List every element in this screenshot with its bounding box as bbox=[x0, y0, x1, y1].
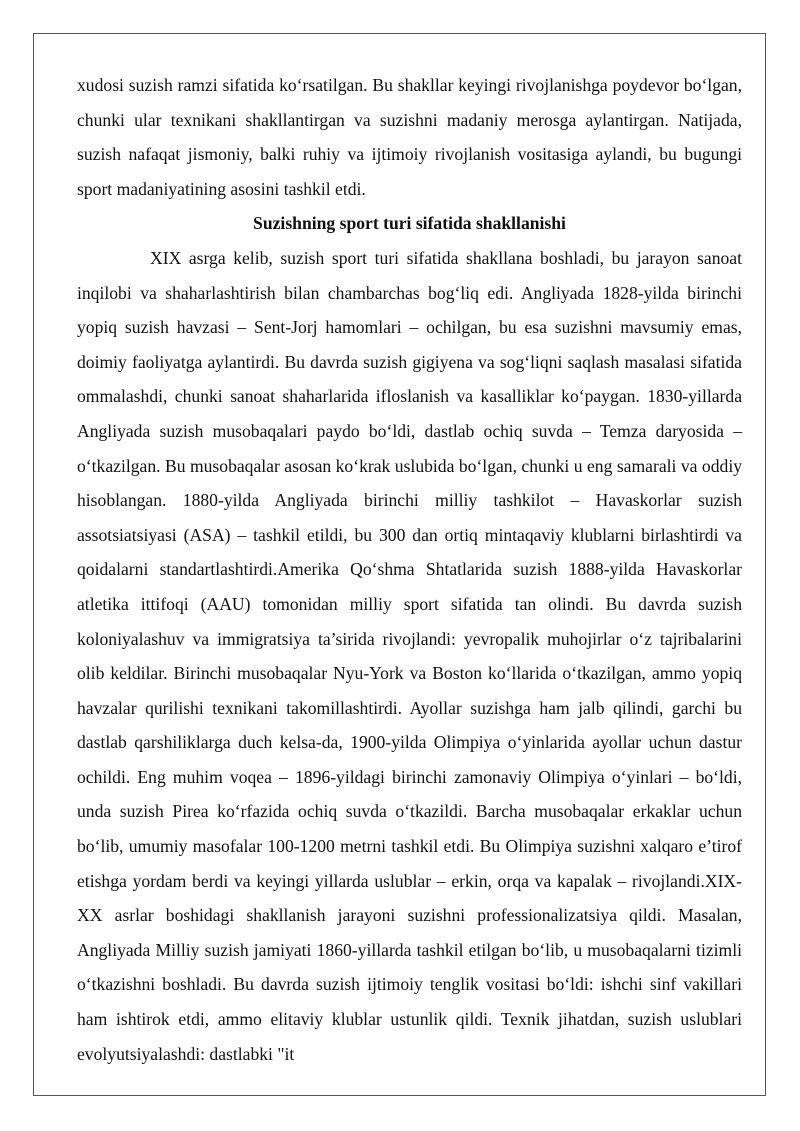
paragraph-main: XIX asrga kelib, suzish sport turi sifatida shakllana boshladi, bu jarayon sanoat inqilobi va shaharlashtirish bilan chambarchas bog‘liq edi. Angliyada 1828-yilda birinchi yopiq suzish havzasi – Sent-Jorj hamomlari – ochilgan, bu esa suzishni mavsumiy emas, doimiy faoliyatga aylantirdi. Bu davrda suzish gigiyena va sog‘liqni saqlash masalasi sifatida ommalashdi, chunki sanoat shaharlarida ifloslanish va kasalliklar ko‘paygan. 1830-yillarda Angliyada suzish musobaqalari paydo bo‘ldi, dastlab ochiq suvda – Temza daryosida – o‘tkazilgan. Bu musobaqalar asosan ko‘krak uslubida bo‘lgan, chunki u eng samarali va oddiy hisoblangan. 1880-yilda Angliyada birinchi milliy tashkilot – Havaskorlar suzish assotsiatsiyasi (ASA) – tashkil etildi, bu 300 dan ortiq mintaqaviy klublarni birlashtirdi va qoidalarni standartlashtirdi.Amerika Qo‘shma Shtatlarida suzish 1888-yilda Havaskorlar atletika ittifoqi (AAU) tomonidan milliy sport sifatida tan olindi. Bu davrda suzish koloniyalashuv va immigratsiya ta’sirida rivojlandi: yevropalik muhojirlar o‘z tajribalarini olib keldilar. Birinchi musobaqalar Nyu-York va Boston ko‘llarida o‘tkazilgan, ammo yopiq havzalar qurilishi texnikani takomillashtirdi. Ayollar suzishga ham jalb qilindi, garchi bu dastlab qarshiliklarga duch kelsa-da, 1900-yilda Olimpiya o‘yinlarida ayollar uchun dastur ochildi. Eng muhim voqea – 1896-yildagi birinchi zamonaviy Olimpiya o‘yinlari – bo‘ldi, unda suzish Pirea ko‘rfazida ochiq suvda o‘tkazildi. Barcha musobaqalar erkaklar uchun bo‘lib, umumiy masofalar 100-1200 metrni tashkil etdi. Bu Olimpiya suzishni xalqaro e’tirof etishga yordam berdi va keyingi yillarda uslublar – erkin, orqa va kapalak – rivojlandi.XIX-XX asrlar boshidagi shakllanish jarayoni suzishni professionalizatsiya qildi. Masalan, Angliyada Milliy suzish jamiyati 1860-yillarda tashkil etilgan bo‘lib, u musobaqalarni tizimli o‘tkazishni boshladi. Bu davrda suzish ijtimoiy tenglik vositasi bo‘ldi: ishchi sinf vakillari ham ishtirok etdi, ammo elitaviy klublar ustunlik qildi. Texnik jihatdan, suzish uslublari evolyutsiyalashdi: dastlabki "it bbox=[77, 247, 742, 1064]
section-heading: Suzishning sport turi sifatida shakllanishi bbox=[253, 213, 566, 234]
document-body bbox=[77, 68, 742, 1071]
paragraph-continuation: xudosi suzish ramzi sifatida ko‘rsatilgan. Bu shakllar keyingi rivojlanishga poydevor bo‘lgan, chunki ular texnikani shakllantirgan va suzishni madaniy merosga aylantirgan. Natijada, suzish nafaqat jismoniy, balki ruhiy va ijtimoiy rivojlanish vositasiga aylandi, bu bugungi sport madaniyatining asosini tashkil etdi. bbox=[77, 75, 742, 199]
